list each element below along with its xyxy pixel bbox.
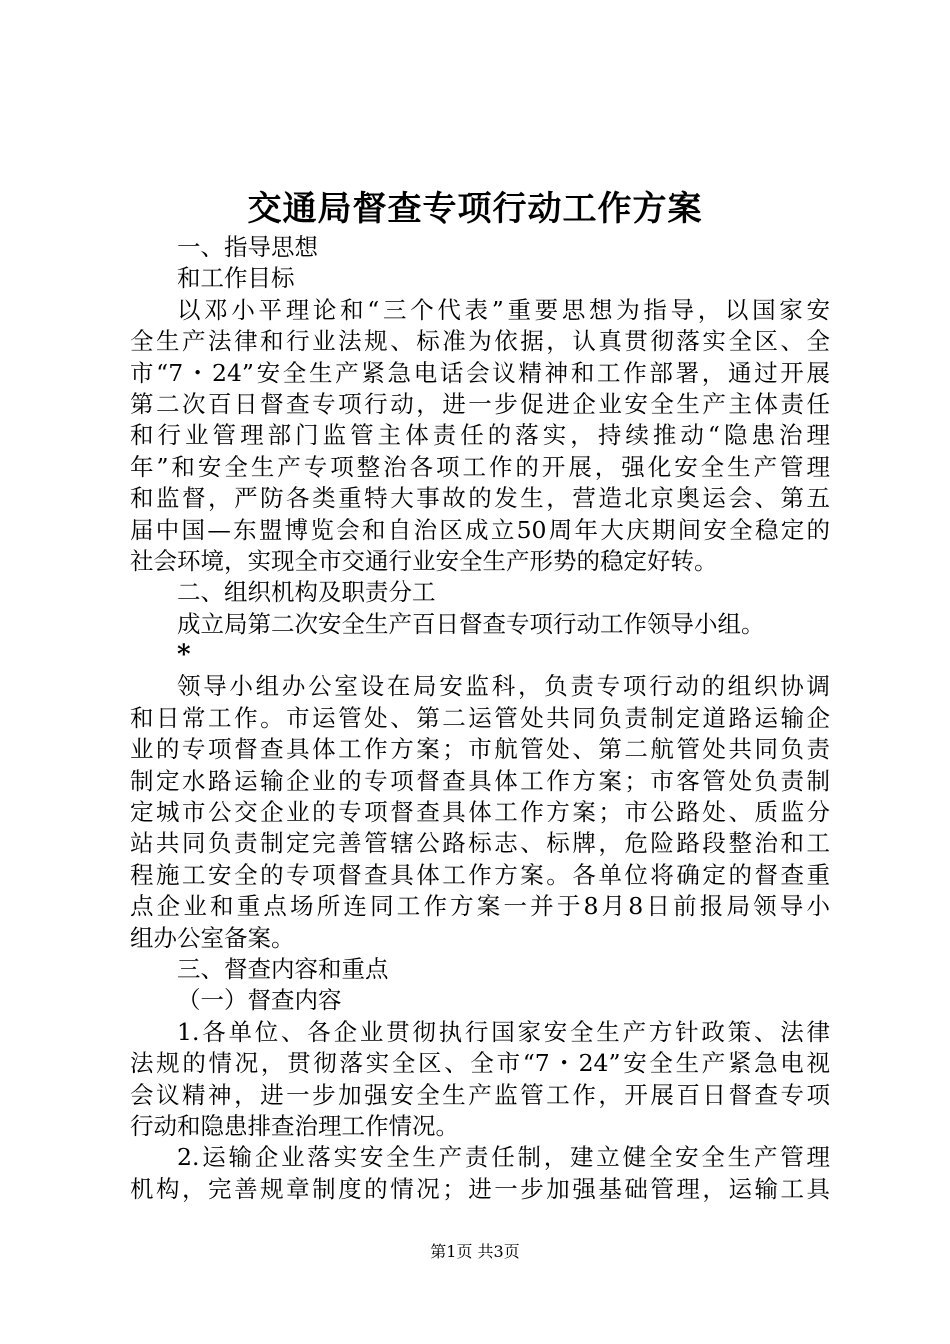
section-heading: 一、指导思想 bbox=[177, 233, 318, 261]
paragraph-line: 机构，完善规章制度的情况；进一步加强基础管理，运输工具 bbox=[130, 1174, 830, 1203]
paragraph-line: 届中国—东盟博览会和自治区成立50周年大庆期间安全稳定的 bbox=[130, 515, 830, 544]
section-heading: 三、督查内容和重点 bbox=[177, 954, 389, 983]
paragraph-line: 2.运输企业落实安全生产责任制，建立健全安全生产管理 bbox=[177, 1143, 830, 1172]
paragraph-line: 站共同负责制定完善管辖公路标志、标牌，危险路段整治和工 bbox=[130, 829, 830, 858]
paragraph-line: 和日常工作。市运管处、第二运管处共同负责制定道路运输企 bbox=[130, 703, 830, 732]
paragraph-line: 组办公室备案。 bbox=[130, 923, 295, 952]
subsection-heading: （一）督查内容 bbox=[177, 986, 342, 1015]
paragraph-line: 第二次百日督查专项行动，进一步促进企业安全生产主体责任 bbox=[130, 389, 830, 418]
document-title: 交通局督查专项行动工作方案 bbox=[247, 189, 703, 229]
paragraph-line: 和监督，严防各类重特大事故的发生，营造北京奥运会、第五 bbox=[130, 484, 830, 513]
page-footer: 第1页 共3页 bbox=[430, 1242, 520, 1261]
paragraph-line: 点企业和重点场所连同工作方案一并于8月8日前报局领导小 bbox=[130, 892, 830, 921]
paragraph-line: 全生产法律和行业法规、标准为依据，认真贯彻落实全区、全 bbox=[130, 327, 830, 356]
section-heading-continued: 和工作目标 bbox=[177, 264, 295, 293]
paragraph-line: 定城市公交企业的专项督查具体工作方案；市公路处、质监分 bbox=[130, 798, 830, 827]
asterisk-marker: * bbox=[177, 640, 191, 671]
paragraph-line: 行动和隐患排查治理工作情况。 bbox=[130, 1111, 459, 1140]
paragraph-line: 法规的情况，贯彻落实全区、全市“7・24”安全生产紧急电视 bbox=[130, 1049, 830, 1078]
paragraph-line: 程施工安全的专项督查具体工作方案。各单位将确定的督查重 bbox=[130, 860, 830, 889]
document-body bbox=[130, 232, 830, 1205]
paragraph-line: 年”和安全生产专项整治各项工作的开展，强化安全生产管理 bbox=[130, 452, 830, 481]
paragraph-line: 以邓小平理论和“三个代表”重要思想为指导，以国家安 bbox=[177, 295, 830, 324]
section-heading: 二、组织机构及职责分工 bbox=[177, 578, 436, 607]
paragraph-line: 1.各单位、各企业贯彻执行国家安全生产方针政策、法律 bbox=[177, 1017, 830, 1046]
paragraph-line: 和行业管理部门监管主体责任的落实，持续推动“隐患治理 bbox=[130, 421, 830, 450]
paragraph-line: 市“7・24”安全生产紧急电话会议精神和工作部署，通过开展 bbox=[130, 358, 830, 387]
paragraph-line: 业的专项督查具体工作方案；市航管处、第二航管处共同负责 bbox=[130, 735, 830, 764]
paragraph-line: 成立局第二次安全生产百日督查专项行动工作领导小组。 bbox=[177, 609, 765, 638]
paragraph-line: 会议精神，进一步加强安全生产监管工作，开展百日督查专项 bbox=[130, 1080, 830, 1109]
paragraph-line: 社会环境，实现全市交通行业安全生产形势的稳定好转。 bbox=[130, 546, 718, 575]
paragraph-line: 领导小组办公室设在局安监科，负责专项行动的组织协调 bbox=[177, 672, 830, 701]
paragraph-line: 制定水路运输企业的专项督查具体工作方案；市客管处负责制 bbox=[130, 766, 830, 795]
